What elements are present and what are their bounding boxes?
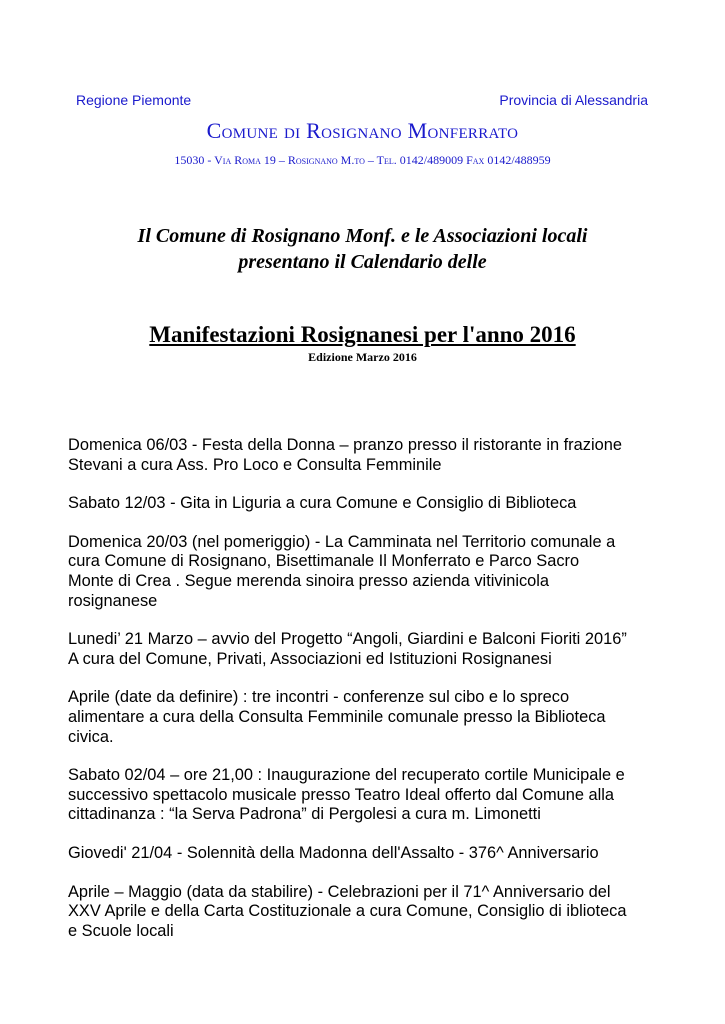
event-item: [68, 688, 668, 747]
event-item: [68, 494, 668, 514]
event-line: Aprile – Maggio (data da stabilire) - Celebrazioni per il 71^ Anniversario del: [68, 882, 611, 901]
event-line: A cura del Comune, Privati, Associazioni ed Istituzioni Rosignanesi: [68, 649, 552, 668]
event-line: Aprile (date da definire) : tre incontri - conferenze sul cibo e lo spreco: [68, 688, 570, 707]
intro-line-2: presentano il Calendario delle: [238, 251, 487, 273]
municipality-address: 15030 - Via Roma 19 – Rosignano M.to – Tel. 0142/489009 Fax 0142/488959: [174, 153, 551, 167]
event-line: alimentare a cura della Consulta Femminile comunale presso la Biblioteca: [68, 707, 606, 726]
province-label: Provincia di Alessandria: [499, 92, 648, 108]
event-line: Monte di Crea . Segue merenda sinoira presso azienda vitivinicola: [68, 571, 550, 590]
event-line: Sabato 02/04 – ore 21,00 : Inaugurazione del recuperato cortile Municipale e: [68, 766, 625, 785]
event-line: Lunedi’ 21 Marzo – avvio del Progetto “Angoli, Giardini e Balconi Fioriti 2016”: [68, 630, 627, 649]
event-item: [68, 844, 668, 864]
region-label: Regione Piemonte: [76, 92, 192, 108]
event-line: XXV Aprile e della Carta Costituzionale a cura Comune, Consiglio di iblioteca: [68, 902, 627, 921]
event-line: rosignanese: [68, 591, 158, 610]
event-line: civica.: [68, 727, 114, 746]
event-line: e Scuole locali: [68, 921, 174, 940]
event-line: successivo spettacolo musicale presso Teatro Ideal offerto dal Comune alla: [68, 785, 615, 804]
event-line: cura Comune di Rosignano, Bisettimanale Il Monferrato e Parco Sacro: [68, 552, 580, 571]
event-line: Giovedi' 21/04 - Solennità della Madonna dell'Assalto - 376^ Anniversario: [68, 843, 599, 862]
events-list: [68, 436, 668, 960]
municipality-title: Comune di Rosignano Monferrato: [206, 118, 519, 143]
event-item: [68, 533, 668, 611]
intro-text: [0, 223, 725, 275]
event-item: [68, 766, 668, 825]
event-line: Stevani a cura Ass. Pro Loco e Consulta Femminile: [68, 455, 442, 474]
event-line: cittadinanza : “la Serva Padrona” di Pergolesi a cura m. Limonetti: [68, 805, 541, 824]
event-item: [68, 630, 668, 669]
event-item: [68, 436, 668, 475]
event-line: Domenica 06/03 - Festa della Donna – pranzo presso il ristorante in frazione: [68, 436, 622, 454]
event-line: Domenica 20/03 (nel pomeriggio) - La Camminata nel Territorio comunale a: [68, 532, 616, 551]
edition-label: Edizione Marzo 2016: [308, 350, 417, 364]
event-line: Sabato 12/03 - Gita in Liguria a cura Comune e Consiglio di Biblioteca: [68, 494, 577, 513]
document-title: Manifestazioni Rosignanesi per l'anno 2016: [149, 322, 576, 347]
event-item: [68, 883, 668, 942]
intro-line-1: Il Comune di Rosignano Monf. e le Associazioni locali: [137, 225, 588, 247]
